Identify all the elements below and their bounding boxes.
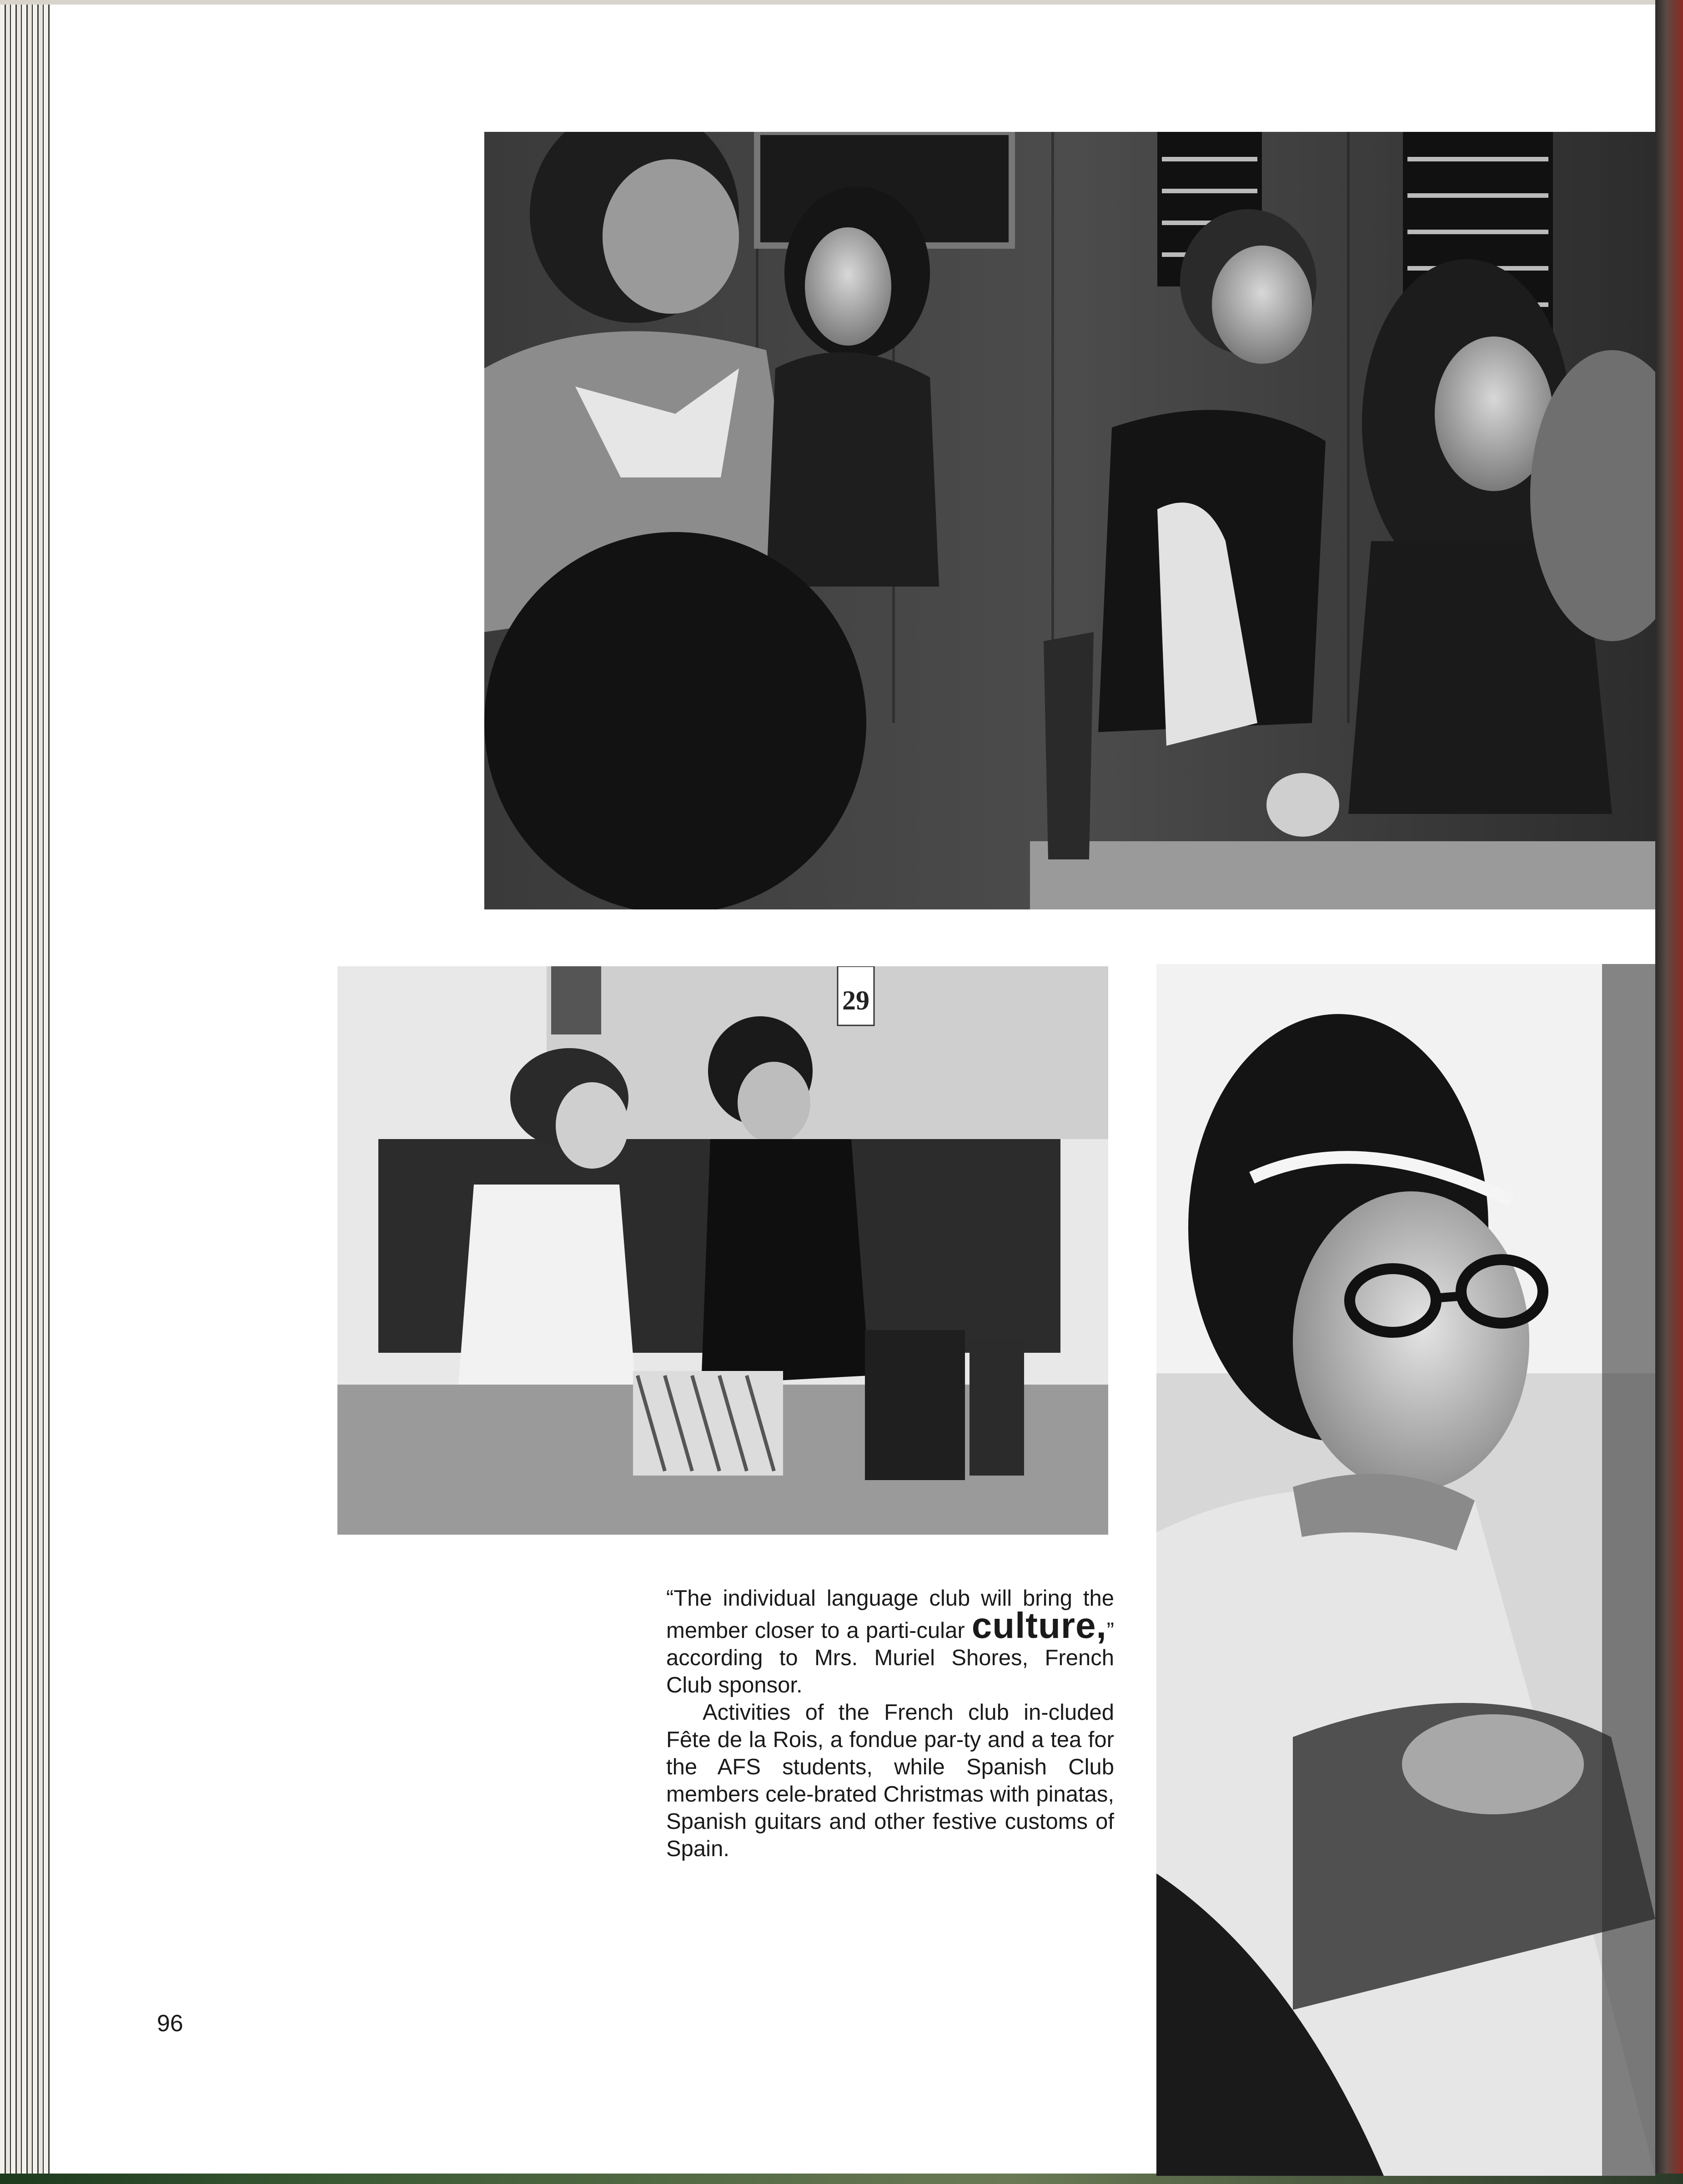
photo-classroom-boxes [337, 966, 1108, 1535]
book-binding [0, 0, 50, 2184]
caption-text [666, 1585, 1114, 1863]
caption-emphasis-culture: culture, [971, 1605, 1107, 1646]
page-right-edge [1655, 0, 1683, 2184]
page-top-edge [0, 0, 1683, 5]
photo-girl-glasses-image [1156, 964, 1655, 2176]
caption-paragraph-2: Activities of the French club in-cluded Fête de la Rois, a fondue par-ty and a tea for the AFS students, while Spanish Club members cele-brated Christmas with pinatas, Spanish guitars and other festive customs of Spain. [666, 1700, 1114, 1861]
caption-paragraph-1 [666, 1585, 1114, 1699]
calendar-date: 29 [842, 985, 869, 1015]
photo-classroom-boxes-image [337, 966, 1108, 1535]
photo-club-gathering-image [484, 132, 1655, 909]
caption-line-1: “The individual language club will bring the member closer to a parti-cular [666, 1586, 1114, 1643]
caption-line-1-tail: ” according to Mrs. Muriel Shores, French Club sponsor. [666, 1618, 1114, 1697]
photo-club-gathering [484, 132, 1655, 909]
page-number: 96 [157, 2010, 183, 2037]
photo-girl-glasses [1156, 964, 1655, 2176]
